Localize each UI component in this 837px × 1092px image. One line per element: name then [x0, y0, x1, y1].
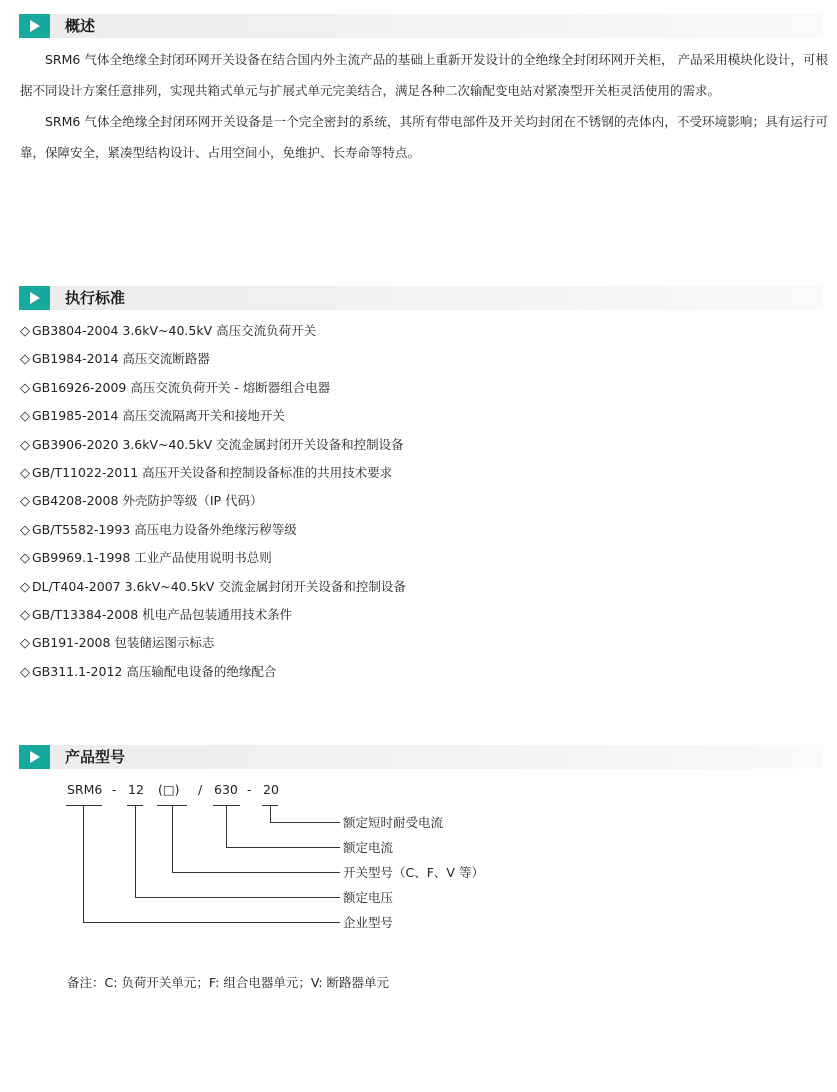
- play-arrow-icon: [19, 745, 50, 769]
- section-title-model: 产品型号: [65, 748, 126, 766]
- model-code-switch-type: (□): [158, 782, 180, 797]
- standard-item: ◇ GB311.1-2012 高压输配电设备的绝缘配合: [20, 663, 277, 680]
- label-short-time: 额定短时耐受电流: [343, 815, 444, 830]
- diamond-bullet-icon: ◇: [20, 551, 30, 567]
- overview-paragraph-2: SRM6 气体全绝缘全封闭环网开关设备是一个完全密封的系统，其所有带电部件及开关均封闭在不锈钢的壳体内，不受环境影响；具有运行可靠，保障安全，紧凑型结构设计、占用空间小，免维护、长寿命等特点。: [20, 114, 828, 160]
- standard-item: ◇ DL/T404-2007 3.6kV~40.5kV 交流金属封闭开关设备和控制设备: [20, 578, 406, 595]
- model-code-current: 630: [214, 782, 238, 797]
- label-enterprise: 企业型号: [343, 915, 394, 930]
- standard-item: ◇ GB3906-2020 3.6kV~40.5kV 交流金属封闭开关设备和控制设备: [20, 436, 404, 453]
- standards-list: [20, 317, 406, 686]
- play-arrow-icon: [19, 286, 50, 310]
- diamond-bullet-icon: ◇: [20, 380, 30, 396]
- connector-voltage: [135, 805, 136, 897]
- diamond-bullet-icon: ◇: [20, 607, 30, 623]
- model-code-voltage: 12: [128, 782, 144, 797]
- standard-item: ◇ GB191-2008 包装储运图示标志: [20, 635, 215, 652]
- connector-short-time: [270, 822, 340, 823]
- diamond-bullet-icon: ◇: [20, 664, 30, 680]
- connector-switch-type: [172, 805, 173, 872]
- section-header-standards: [19, 286, 823, 310]
- label-switch-type: 开关型号（C、F、V 等）: [343, 865, 484, 880]
- standard-item: ◇ GB1984-2014 高压交流断路器: [20, 351, 210, 368]
- diamond-bullet-icon: ◇: [20, 522, 30, 538]
- diamond-bullet-icon: ◇: [20, 437, 30, 453]
- model-code-separator: -: [247, 782, 252, 797]
- play-arrow-icon: [19, 14, 50, 38]
- standard-item: ◇ GB1985-2014 高压交流隔离开关和接地开关: [20, 408, 285, 425]
- connector-current: [226, 805, 227, 847]
- connector-enterprise: [83, 922, 340, 923]
- model-code-separator: -: [112, 782, 117, 797]
- section-header-model: [19, 745, 823, 769]
- diamond-bullet-icon: ◇: [20, 352, 30, 368]
- model-code-slash: /: [198, 782, 203, 797]
- model-note: 备注：C: 负荷开关单元；F: 组合电器单元；V: 断路器单元: [67, 975, 390, 990]
- section-title-overview: 概述: [65, 17, 96, 35]
- standard-item: ◇ GB3804-2004 3.6kV~40.5kV 高压交流负荷开关: [20, 323, 317, 339]
- underline-enterprise: [66, 805, 102, 806]
- diamond-bullet-icon: ◇: [20, 636, 30, 652]
- diamond-bullet-icon: ◇: [20, 465, 30, 481]
- diamond-bullet-icon: ◇: [20, 579, 30, 595]
- overview-paragraph-1: SRM6 气体全绝缘全封闭环网开关设备在结合国内外主流产品的基础上重新开发设计的全绝缘全封闭环网开关柜， 产品采用模块化设计，可根据不同设计方案任意排列，实现共箱式单元与扩展式单元完美结合，满足各种二次输配变电站对紧凑型开关柜灵活使用的需求。: [20, 52, 828, 98]
- standard-item: ◇ GB/T11022-2011 高压开关设备和控制设备标准的共用技术要求: [20, 464, 393, 481]
- standard-item: ◇ GB9969.1-1998 工业产品使用说明书总则: [20, 550, 272, 567]
- model-code-short-time: 20: [263, 782, 279, 797]
- connector-enterprise: [83, 805, 84, 922]
- connector-current: [226, 847, 340, 848]
- standard-item: ◇ GB4208-2008 外壳防护等级（IP 代码）: [20, 493, 263, 510]
- standard-item: ◇ GB/T5582-1993 高压电力设备外绝缘污秽等级: [20, 521, 297, 538]
- connector-short-time: [270, 805, 271, 822]
- diamond-bullet-icon: ◇: [20, 409, 30, 425]
- section-title-standards: 执行标准: [65, 289, 126, 307]
- label-voltage: 额定电压: [343, 890, 394, 905]
- standard-item: ◇ GB/T13384-2008 机电产品包装通用技术条件: [20, 606, 293, 623]
- section-header-overview: [19, 14, 823, 38]
- model-code-enterprise: SRM6: [67, 782, 103, 797]
- diamond-bullet-icon: ◇: [20, 494, 30, 510]
- standard-item: ◇ GB16926-2009 高压交流负荷开关 - 熔断器组合电器: [20, 379, 331, 396]
- connector-switch-type: [172, 872, 340, 873]
- label-current: 额定电流: [343, 840, 394, 855]
- diamond-bullet-icon: ◇: [20, 324, 30, 339]
- connector-voltage: [135, 897, 340, 898]
